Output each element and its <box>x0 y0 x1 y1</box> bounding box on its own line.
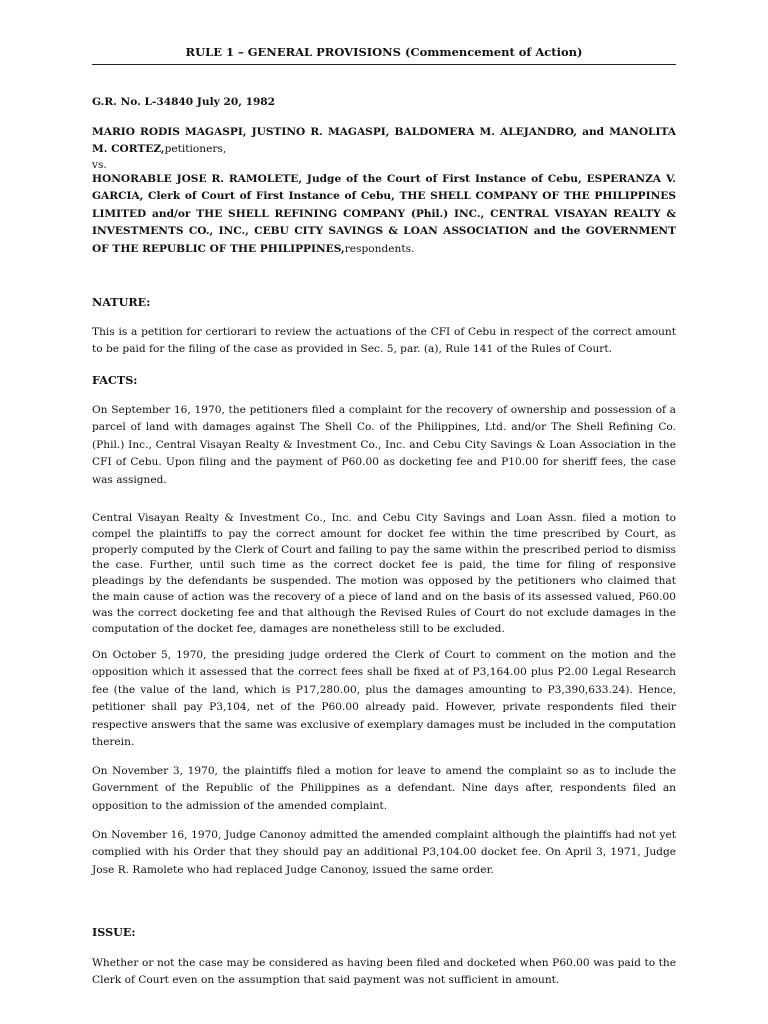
issue-heading: ISSUE: <box>92 925 136 939</box>
facts-paragraph-2: Central Visayan Realty & Investment Co., Inc. and Cebu City Savings and Loan Assn. filed a motion to compel the plaintiffs to pay the correct amount for docket fee within the time prescribed by Court, as properly computed by the Clerk of Court and failing to pay the same within the prescribed period to dismiss the case. Further, until such time as the correct docket fee is paid, the time for filing of responsive pleadings by the defendants be suspended. The motion was opposed by the petitioners who claimed that the main cause of action was the recovery of a piece of land and on the basis of its assessed valued, P60.00 was the correct docketing fee and that although the Revised Rules of Court do not exclude damages in the computation of the docket fee, damages are nonetheless still to be excluded. <box>92 512 676 635</box>
page-header <box>92 44 676 60</box>
respondents-names: HONORABLE JOSE R. RAMOLETE, Judge of the Court of First Instance of Cebu, ESPERANZA V. GARCIA, Clerk of Court of First Instance of Cebu, THE SHELL COMPANY OF THE PHILIPPINES LIMITED and/or THE SHELL REFINING COMPANY (Phil.) INC., CENTRAL VISAYAN REALTY & INVESTMENTS CO., INC., CEBU CITY SAVINGS & LOAN ASSOCIATION and the GOVERNMENT OF THE REPUBLIC OF THE PHILIPPINES, <box>92 173 676 255</box>
header-close-paren: ) <box>577 45 583 59</box>
petitioners <box>92 124 676 159</box>
header-subtitle: Commencement of Action <box>410 45 578 59</box>
facts-paragraph-3: On October 5, 1970, the presiding judge ordered the Clerk of Court to comment on the motion and the opposition which it assessed that the correct fees shall be fixed at of P3,164.00 plus P2.00 Legal Research fee (the value of the land, which is P17,280.00, plus the damages amounting to P3,390,633.24). Hence, petitioner shall pay P3,104, net of the P60.00 already paid. However, private respondents filed their respective answers that the same was exclusive of exemplary damages must be included in the computation therein. <box>92 649 676 749</box>
nature-heading: NATURE: <box>92 295 151 309</box>
facts-heading: FACTS: <box>92 373 138 387</box>
case-number: G.R. No. L-34840 July 20, 1982 <box>92 96 276 108</box>
versus-label: vs. <box>92 159 107 171</box>
respondents <box>92 171 676 258</box>
header-rule-title: RULE 1 – GENERAL PROVISIONS ( <box>185 45 411 59</box>
petitioners-names: MARIO RODIS MAGASPI, JUSTINO R. MAGASPI, BALDOMERA M. ALEJANDRO, and MANOLITA M. CORTEZ, <box>92 126 676 156</box>
header-underline <box>92 64 676 65</box>
facts-paragraph-1: On September 16, 1970, the petitioners filed a complaint for the recovery of ownership and possession of a parcel of land with damages against The Shell Co. of the Philippines, Ltd. and/or The Shell Refining Co. (Phil.) Inc., Central Visayan Realty & Investment Co., Inc. and Cebu City Savings & Loan Association in the CFI of Cebu. Upon filing and the payment of P60.00 as docketing fee and P10.00 for sheriff fees, the case was assigned. <box>92 404 676 486</box>
facts-paragraph-5: On November 16, 1970, Judge Canonoy admitted the amended complaint although the plaintiffs had not yet complied with his Order that they should pay an additional P3,104.00 docket fee. On April 3, 1971, Judge Jose R. Ramolete who had replaced Judge Canonoy, issued the same order. <box>92 829 676 876</box>
nature-paragraph: This is a petition for certiorari to review the actuations of the CFI of Cebu in respect of the correct amount to be paid for the filing of the case as provided in Sec. 5, par. (a), Rule 141 of the Rules of Court. <box>92 326 676 356</box>
petitioners-role: petitioners, <box>164 143 227 156</box>
facts-paragraph-4: On November 3, 1970, the plaintiffs filed a motion for leave to amend the complaint so as to include the Government of the Republic of the Philippines as a defendant. Nine days after, respondents filed an opposition to the admission of the amended complaint. <box>92 765 676 812</box>
issue-paragraph: Whether or not the case may be considered as having been filed and docketed when P60.00 was paid to the Clerk of Court even on the assumption that said payment was not sufficient in amount. <box>92 957 676 987</box>
respondents-role: respondents. <box>344 242 415 255</box>
